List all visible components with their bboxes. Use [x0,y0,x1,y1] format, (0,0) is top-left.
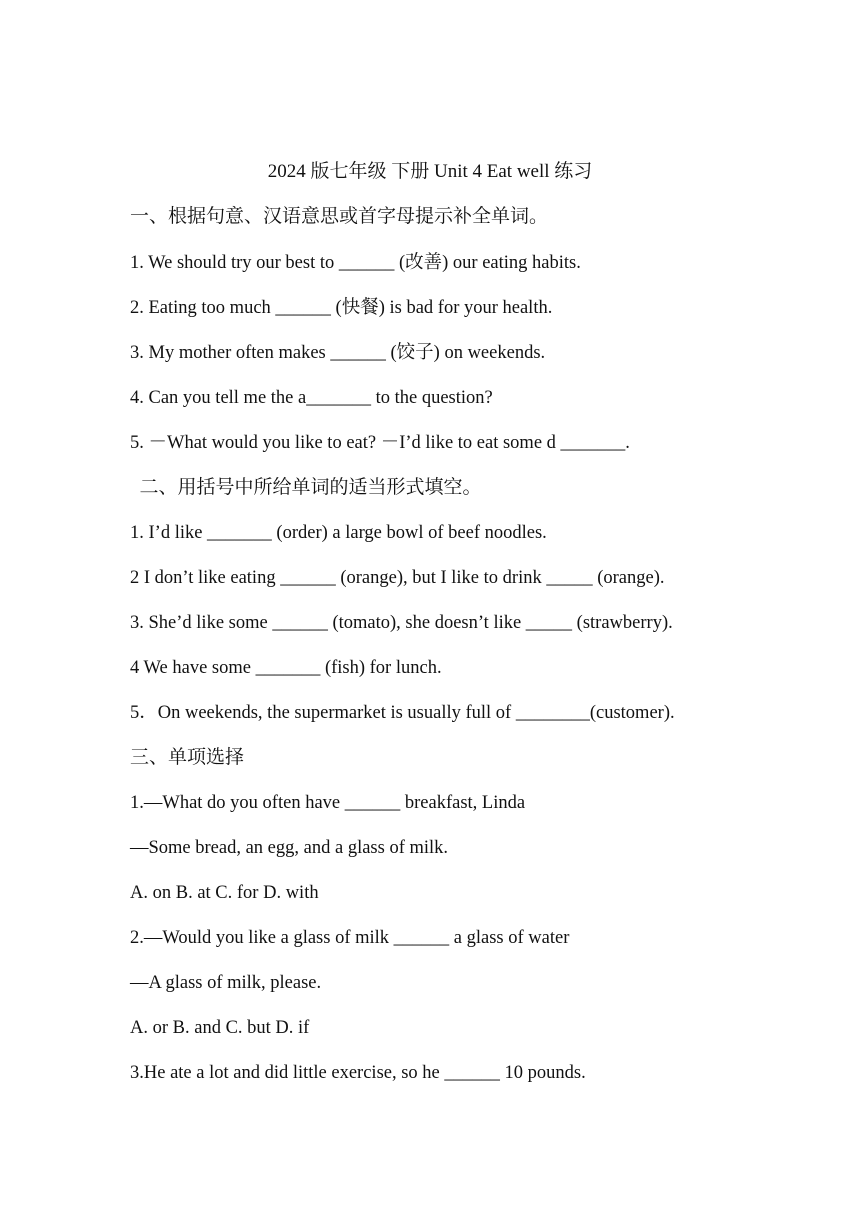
section-3-q2-stem: 2.—Would you like a glass of milk ______ a glass of water [130,928,570,948]
section-2-heading: 二、用括号中所给单词的适当形式填空。 [130,477,482,498]
section-3-q1-options: A. on B. at C. for D. with [130,883,319,903]
section-3-q1-stem: 1.—What do you often have ______ breakfast, Linda [130,793,526,813]
section-1-item-1: 1. We should try our best to ______ (改善) our eating habits. [130,253,581,273]
section-1-heading: 一、根据句意、汉语意思或首字母提示补全单词。 [130,206,549,227]
section-2-item-2: 2 I don’t like eating ______ (orange), but I like to drink _____ (orange). [130,568,665,588]
section-3-q2-reply: —A glass of milk, please. [130,973,322,993]
worksheet-title: 2024 版七年级 下册 Unit 4 Eat well 练习 [267,161,593,182]
section-1-item-4: 4. Can you tell me the a_______ to the question? [130,388,493,408]
section-2-item-4: 4 We have some _______ (fish) for lunch. [130,658,442,678]
section-2-item-1: 1. I’d like _______ (order) a large bowl of beef noodles. [130,523,547,543]
section-3-heading: 三、单项选择 [130,747,245,768]
section-3-q3-stem: 3.He ate a lot and did little exercise, so he ______ 10 pounds. [130,1063,586,1083]
section-3-q2-options: A. or B. and C. but D. if [130,1018,310,1038]
section-2-item-5: 5．On weekends, the supermarket is usually full of ________(customer). [130,703,675,723]
section-3-q1-reply: —Some bread, an egg, and a glass of milk. [130,838,449,858]
section-1-item-5: 5. －What would you like to eat? －I’d like to eat some d _______. [130,433,630,453]
section-2-item-3: 3. She’d like some ______ (tomato), she doesn’t like _____ (strawberry). [130,613,673,633]
section-1-item-2: 2. Eating too much ______ (快餐) is bad for your health. [130,298,553,318]
section-1-item-3: 3. My mother often makes ______ (饺子) on weekends. [130,343,546,363]
